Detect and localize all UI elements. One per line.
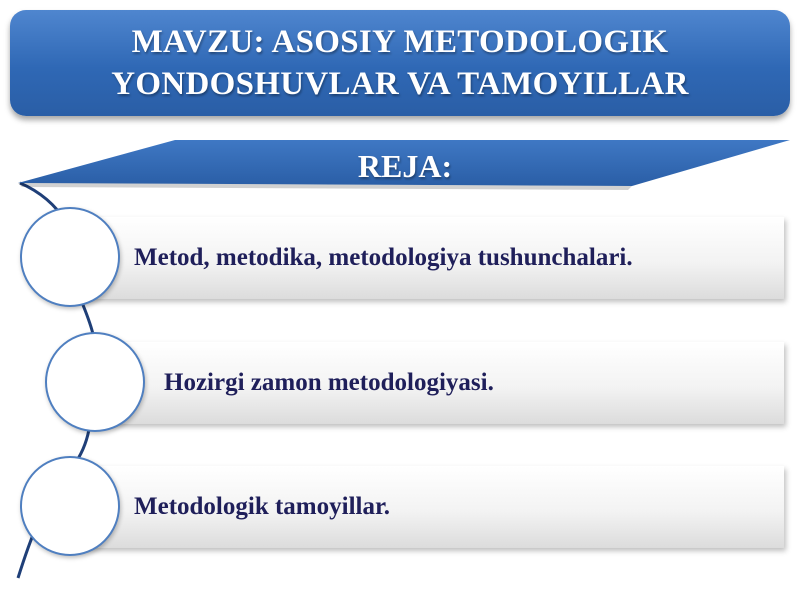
list-item <box>72 466 784 548</box>
list-item-label: Metodologik tamoyillar. <box>134 493 391 520</box>
list-item-label: Metod, metodika, metodologiya tushunchalari. <box>134 244 633 271</box>
list-item-marker <box>45 332 145 432</box>
list-item-marker <box>20 456 120 556</box>
slide-title: MAVZU: ASOSIY METODOLOGIK YONDOSHUVLAR VA TAMOYILLAR <box>111 24 689 102</box>
plan-heading: REJA: <box>357 148 453 184</box>
list-item <box>72 217 784 299</box>
list-item <box>98 342 784 424</box>
list-item-marker <box>20 207 120 307</box>
list-item-label: Hozirgi zamon metodologiyasi. <box>164 369 494 396</box>
